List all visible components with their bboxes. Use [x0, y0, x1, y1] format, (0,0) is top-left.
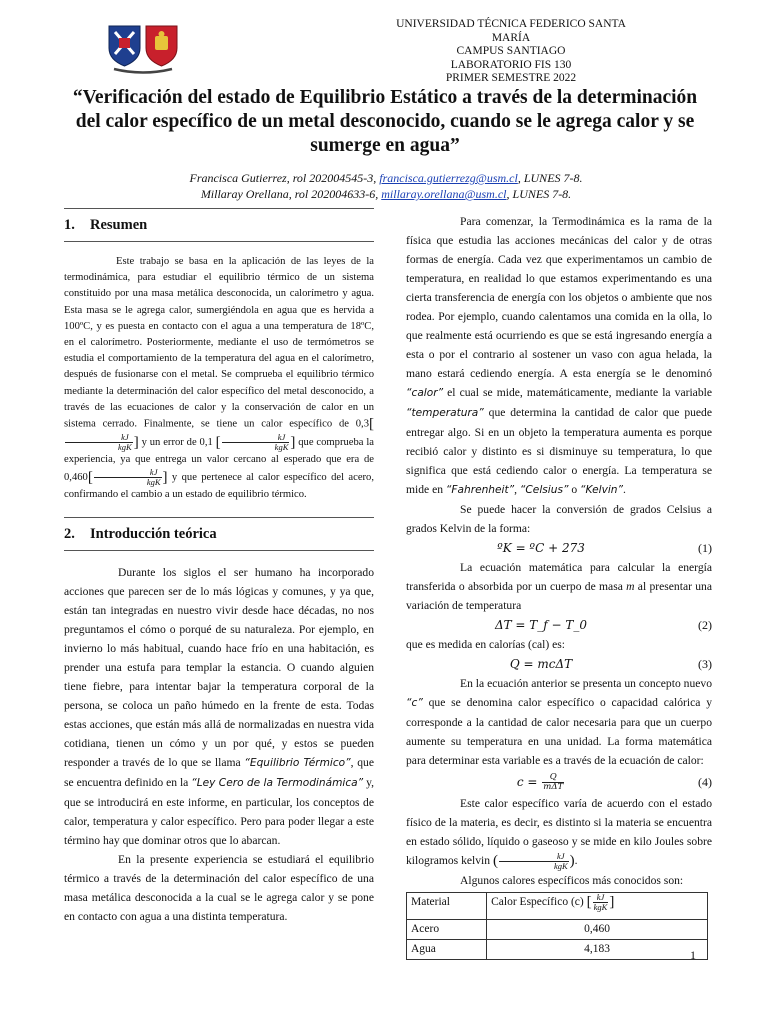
body-paragraph: [406, 674, 712, 770]
equation-2: [406, 615, 712, 635]
fraction-numerator: kJ: [94, 468, 162, 478]
abstract-paragraph: [64, 254, 374, 503]
section-title: Resumen: [90, 217, 148, 233]
bracket-open: [: [87, 469, 93, 486]
fraction-denominator: kgK: [553, 860, 568, 871]
author-email-link[interactable]: millaray.orellana@usm.cl: [381, 187, 507, 201]
unit-fraction: [222, 433, 290, 452]
table-cell-value: 4,183: [487, 939, 708, 959]
emphasis-text: “calor”: [406, 387, 444, 399]
fraction-denominator: kgK: [274, 441, 289, 452]
bracket-open: [: [586, 893, 592, 910]
text-run: Durante los siglos el ser humano ha incorporado acciones que parecen ser de lo más lógicas y comunes, y ya que, están tan integradas en nuestro vivir desde hace décadas, no nos preguntamos el cómo o porqué de su naturaleza. Por ejemplo, en invierno lo más habitual, cuando hace frío en una habitación, es prender una estufa para templar la estancia. O cuando alguien tiene fiebre, para intentar bajar la temperatura corporal de la persona, se coloca un paño húmedo en la frente de esta. Todas estas acciones, que están más allá de normalizadas en nuestra vida cotidiana, tienen un cómo y un por qué, y estos se pueden responder a través de lo que se llama: [64, 566, 374, 770]
text-run: .: [574, 854, 578, 867]
text-run: que comprueba la experiencia, ya que entrega un valor cercano al esperado que era de: [64, 436, 374, 465]
body-paragraph: [406, 212, 712, 500]
value-run: 0,1: [199, 436, 213, 448]
fraction-numerator: kJ: [65, 433, 133, 443]
text-run: o: [568, 483, 581, 496]
paren-close: ): [569, 852, 575, 869]
table-cell-value: 0,460: [487, 919, 708, 939]
text-run: Este calor específico varía de acuerdo con el estado físico de la materia, es decir, es distinto si la materia se encuentra en estado sólido, líquido o gaseoso y se mide en kilo Joules sobre kilogramos kelvin: [406, 797, 712, 867]
author-line: [100, 186, 672, 202]
header-line: LABORATORIO FIS 130: [450, 58, 572, 71]
university-crest-logo: [106, 24, 180, 76]
equation-number: (4): [698, 774, 712, 789]
section-title: Introducción teórica: [90, 526, 217, 543]
text-run: al presentar una variación de temperatura: [406, 580, 712, 612]
bracket-close: ]: [609, 893, 615, 910]
unit-fraction: [65, 433, 133, 452]
equation-number: (1): [698, 540, 712, 555]
fraction-denominator: kgK: [118, 441, 132, 452]
table-cell-material: Agua: [407, 939, 487, 959]
fraction-denominator: kgK: [146, 476, 161, 487]
table-cell-material: Acero: [407, 919, 487, 939]
equation-fraction: [542, 773, 564, 792]
equation-3: [406, 654, 712, 674]
emphasis-text: “Celsius”: [519, 484, 569, 496]
paper-title: “Verificación del estado de Equilibrio Estático a través de la determinación del calor específico de un metal desconocido, cuando se le agrega calor y se sumerge en agua”: [72, 87, 698, 156]
paren-open: (: [492, 852, 498, 869]
text-run: En la ecuación anterior se presenta un concepto nuevo: [460, 677, 712, 690]
table-row: [407, 939, 708, 959]
text-run: y, que se introducirá en este informe, en particular, los conceptos de calor, temperatura y calor específico. Pero para poder llegar a este término hay que dominar otros que lo abarcan.: [64, 776, 375, 848]
abstract-body: [64, 254, 374, 503]
equation-4: [406, 770, 712, 794]
equation-lhs: c =: [516, 774, 542, 789]
right-column: [406, 212, 712, 960]
equation-number: (3): [698, 656, 712, 671]
header-text: Calor Específico (c): [491, 895, 587, 908]
table-header-value: [487, 892, 708, 919]
bracket-close: ]: [290, 434, 296, 451]
table-header-row: [407, 892, 708, 919]
text-run: y un error de: [138, 436, 200, 448]
bracket-close: ]: [133, 434, 139, 451]
variable-m: m: [626, 580, 635, 593]
text-run: , que se encuentra definido en la: [64, 756, 374, 790]
header-line: UNIVERSIDAD TÉCNICA FEDERICO SANTA MARÍA: [396, 18, 626, 44]
text-run: .: [622, 483, 626, 496]
intro-paragraph: [64, 563, 374, 850]
table-row: [407, 919, 708, 939]
unit-fraction: [94, 468, 162, 487]
fraction-denominator: kgK: [593, 901, 608, 912]
emphasis-text: “Equilibrio Térmico”: [244, 757, 351, 770]
equation-expression: ºK = ºC + 273: [497, 540, 585, 555]
equation-expression: [406, 773, 676, 792]
text-run: ,: [514, 483, 520, 496]
page-number: 1: [690, 948, 696, 962]
left-column: [64, 208, 374, 926]
emphasis-text: “Kelvin”: [580, 484, 623, 496]
bracket-open: [: [215, 434, 221, 451]
text-run: Este trabajo se basa en la aplicación de las leyes de la termodinámica, para estudiar el equilibrio térmico de un sistema constituido por una masa metálica desconocida, un calorímetro y agua. Esta masa se le agrega calor, sumergiéndola en agua que es hervida a 100ºC, y es puesta en contacto con el agua a una temperatura de 18ºC, en el calorímetro. Posteriormente, mediante el uso de termómetros se estudia el comportamiento de la temperatura del agua en el calorímetro, después de fusionarse con el metal. Se comprueba el equilibrio térmico mediante la determinación del calor específico del metal desconocido, a través de las ecuaciones de calor y la conservación de calor en un sistema cerrado. Finalmente, se tiene un calor específico de: [64, 256, 374, 430]
header-line: PRIMER SEMESTRE 2022: [445, 72, 577, 85]
intro-paragraph: En la presente experiencia se estudiará el equilibrio térmico a través de la determinación del calor específico de una masa metálica desconocida a la cual se le agrega calor y se pone en contacto con agua a una distinta temperatura.: [64, 853, 374, 924]
text-run: que se denomina calor específico o capacidad calórica y corresponde a la cantidad de calor necesaria para que un cuerpo aumente su temperatura en una unidad. La forma matemática para determinar esta variable es a través de la ecuación de calor:: [406, 696, 712, 767]
section-heading-introduccion: [64, 517, 374, 551]
text-run: La ecuación matemática para calcular la energía transferida o absorbida por un cuerpo de masa: [406, 561, 712, 593]
value-run: 0,460: [64, 471, 88, 483]
university-header: [388, 18, 634, 86]
unit-fraction: [593, 893, 609, 912]
section-heading-resumen: [64, 208, 374, 242]
emphasis-text: “Ley Cero de la Termodinámica”: [191, 777, 364, 790]
text-run: el cual se mide, matemáticamente, mediante la variable: [443, 386, 712, 399]
section-number: 2.: [64, 526, 75, 543]
body-paragraph: Algunos calores específicos más conocidos son:: [460, 873, 684, 887]
text-run: Para comenzar, la Termodinámica es la rama de la física que estudia las acciones mecánicas del calor y de otras formas de energía. Cada vez que experimentamos un cambio de temperatura, en realidad lo que estamos experimentando es una cierta transferencia de energía con los objetos o ambiente que nos rodea. Por ejemplo, cuando calentamos una comida en la olla, lo que realmente está ocurriendo es que se está ingresando energía a esta o por el contrario al sostener un vaso con agua helada, la mano estará cediendo energía. A esta energía se le denominó: [406, 215, 712, 380]
author-name: Francisca Gutierrez, rol 202004545-3,: [189, 171, 380, 185]
fraction-numerator: kJ: [593, 893, 609, 903]
section-number: 1.: [64, 217, 75, 233]
equation-number: (2): [698, 617, 712, 632]
body-paragraph: [406, 558, 712, 615]
author-tail: , LUNES 7-8.: [517, 171, 583, 185]
body-paragraph: que es medida en calorías (cal) es:: [406, 638, 566, 651]
text-run: que determina la cantidad de calor que puede entregar algo. Si en un objeto la temperatura aumenta es porque recibió calor y distinto es si disminuye su temperatura, lo que significa que está cediendo calor o energía. La temperatura se mide en: [406, 406, 712, 496]
author-email-link[interactable]: francisca.gutierrezg@usm.cl: [379, 171, 518, 185]
unit-fraction: [499, 852, 569, 871]
emphasis-text: “c”: [406, 697, 423, 709]
text-run: y que pertenece al calor específico del acero, confirmando el cambio a un estado de equilibrio térmico.: [64, 471, 374, 500]
emphasis-text: “temperatura”: [406, 407, 484, 419]
author-line: [100, 170, 672, 186]
equation-expression: ΔT = T_f − T_0: [494, 617, 588, 632]
fraction-numerator: kJ: [222, 433, 290, 443]
bracket-open: [: [369, 416, 374, 433]
header-line: CAMPUS SANTIAGO: [456, 45, 566, 58]
emphasis-text: “Fahrenheit”: [445, 484, 515, 496]
table-header-material: Material: [407, 892, 487, 919]
author-tail: , LUNES 7-8.: [506, 187, 572, 201]
bracket-close: ]: [162, 469, 168, 486]
author-name: Millaray Orellana, rol 202004633-6,: [200, 187, 382, 201]
specific-heat-table: [406, 892, 708, 960]
fraction-denominator: mΔT: [543, 781, 564, 792]
fraction-numerator: kJ: [499, 852, 569, 862]
equation-expression: Q = mcΔT: [509, 656, 573, 671]
value-run: 0,3: [355, 418, 369, 430]
equation-1: [406, 538, 712, 558]
fraction-numerator: Q: [542, 773, 564, 783]
body-paragraph: [406, 794, 712, 871]
author-list: [100, 170, 672, 202]
body-paragraph: Se puede hacer la conversión de grados Celsius a grados Kelvin de la forma:: [406, 503, 712, 535]
